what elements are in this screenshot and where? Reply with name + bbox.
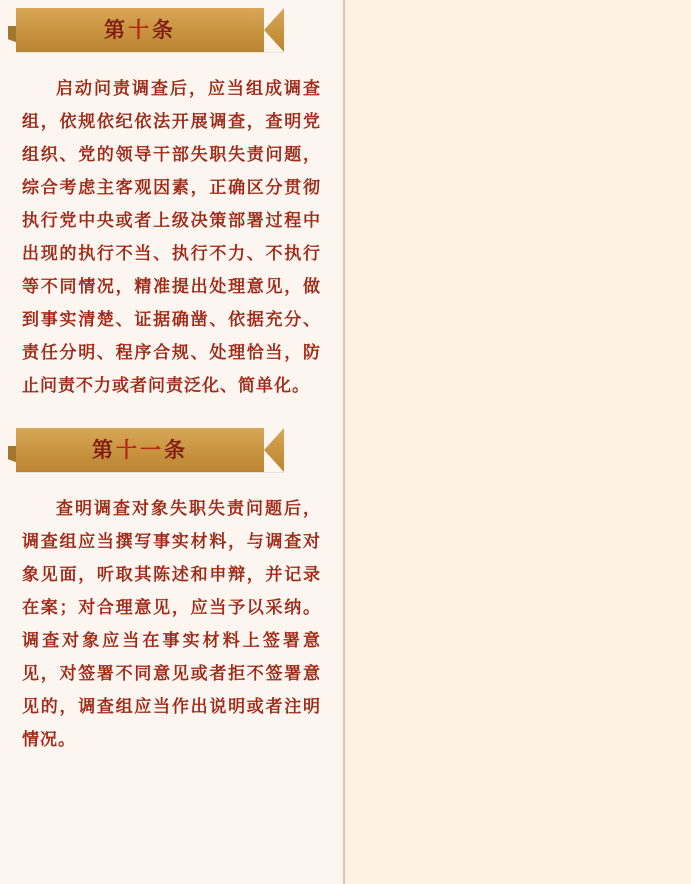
heading-number-1: 十 bbox=[128, 18, 152, 42]
article-paragraph-1: 启动问责调查后，应当组成调查组，依规依纪依法开展调查，查明党组织、党的领导干部失职失责问题，综合考虑主客观因素，正确区分贯彻执行党中央或者上级决策部署过程中出现的执行不当、执行不力、不执行等不同情况，精准提出处理意见，做到事实清楚、证据确凿、依据充分、责任分明、程序合规、处理恰当，防止问责不力或者问责泛化、简单化。 bbox=[22, 79, 321, 395]
section-heading-1 bbox=[0, 0, 343, 62]
content-panel bbox=[0, 0, 345, 884]
heading-suffix-2: 条 bbox=[164, 438, 188, 462]
section-body-1 bbox=[0, 72, 343, 402]
heading-prefix-2: 第 bbox=[92, 438, 116, 462]
section-heading-2-label bbox=[16, 428, 264, 472]
heading-number-2: 十一 bbox=[116, 438, 164, 462]
blank-right-panel bbox=[347, 0, 691, 884]
section-heading-1-label bbox=[16, 8, 264, 52]
heading-prefix-1: 第 bbox=[104, 18, 128, 42]
heading-suffix-1: 条 bbox=[152, 18, 176, 42]
article-paragraph-2: 查明调查对象失职失责问题后，调查组应当撰写事实材料，与调查对象见面，听取其陈述和申辩，并记录在案；对合理意见，应当予以采纳。调查对象应当在事实材料上签署意见，对签署不同意见或者拒不签署意见的，调查组应当作出说明或者注明情况。 bbox=[22, 499, 321, 749]
section-body-2 bbox=[0, 492, 343, 756]
section-heading-2 bbox=[0, 420, 343, 482]
